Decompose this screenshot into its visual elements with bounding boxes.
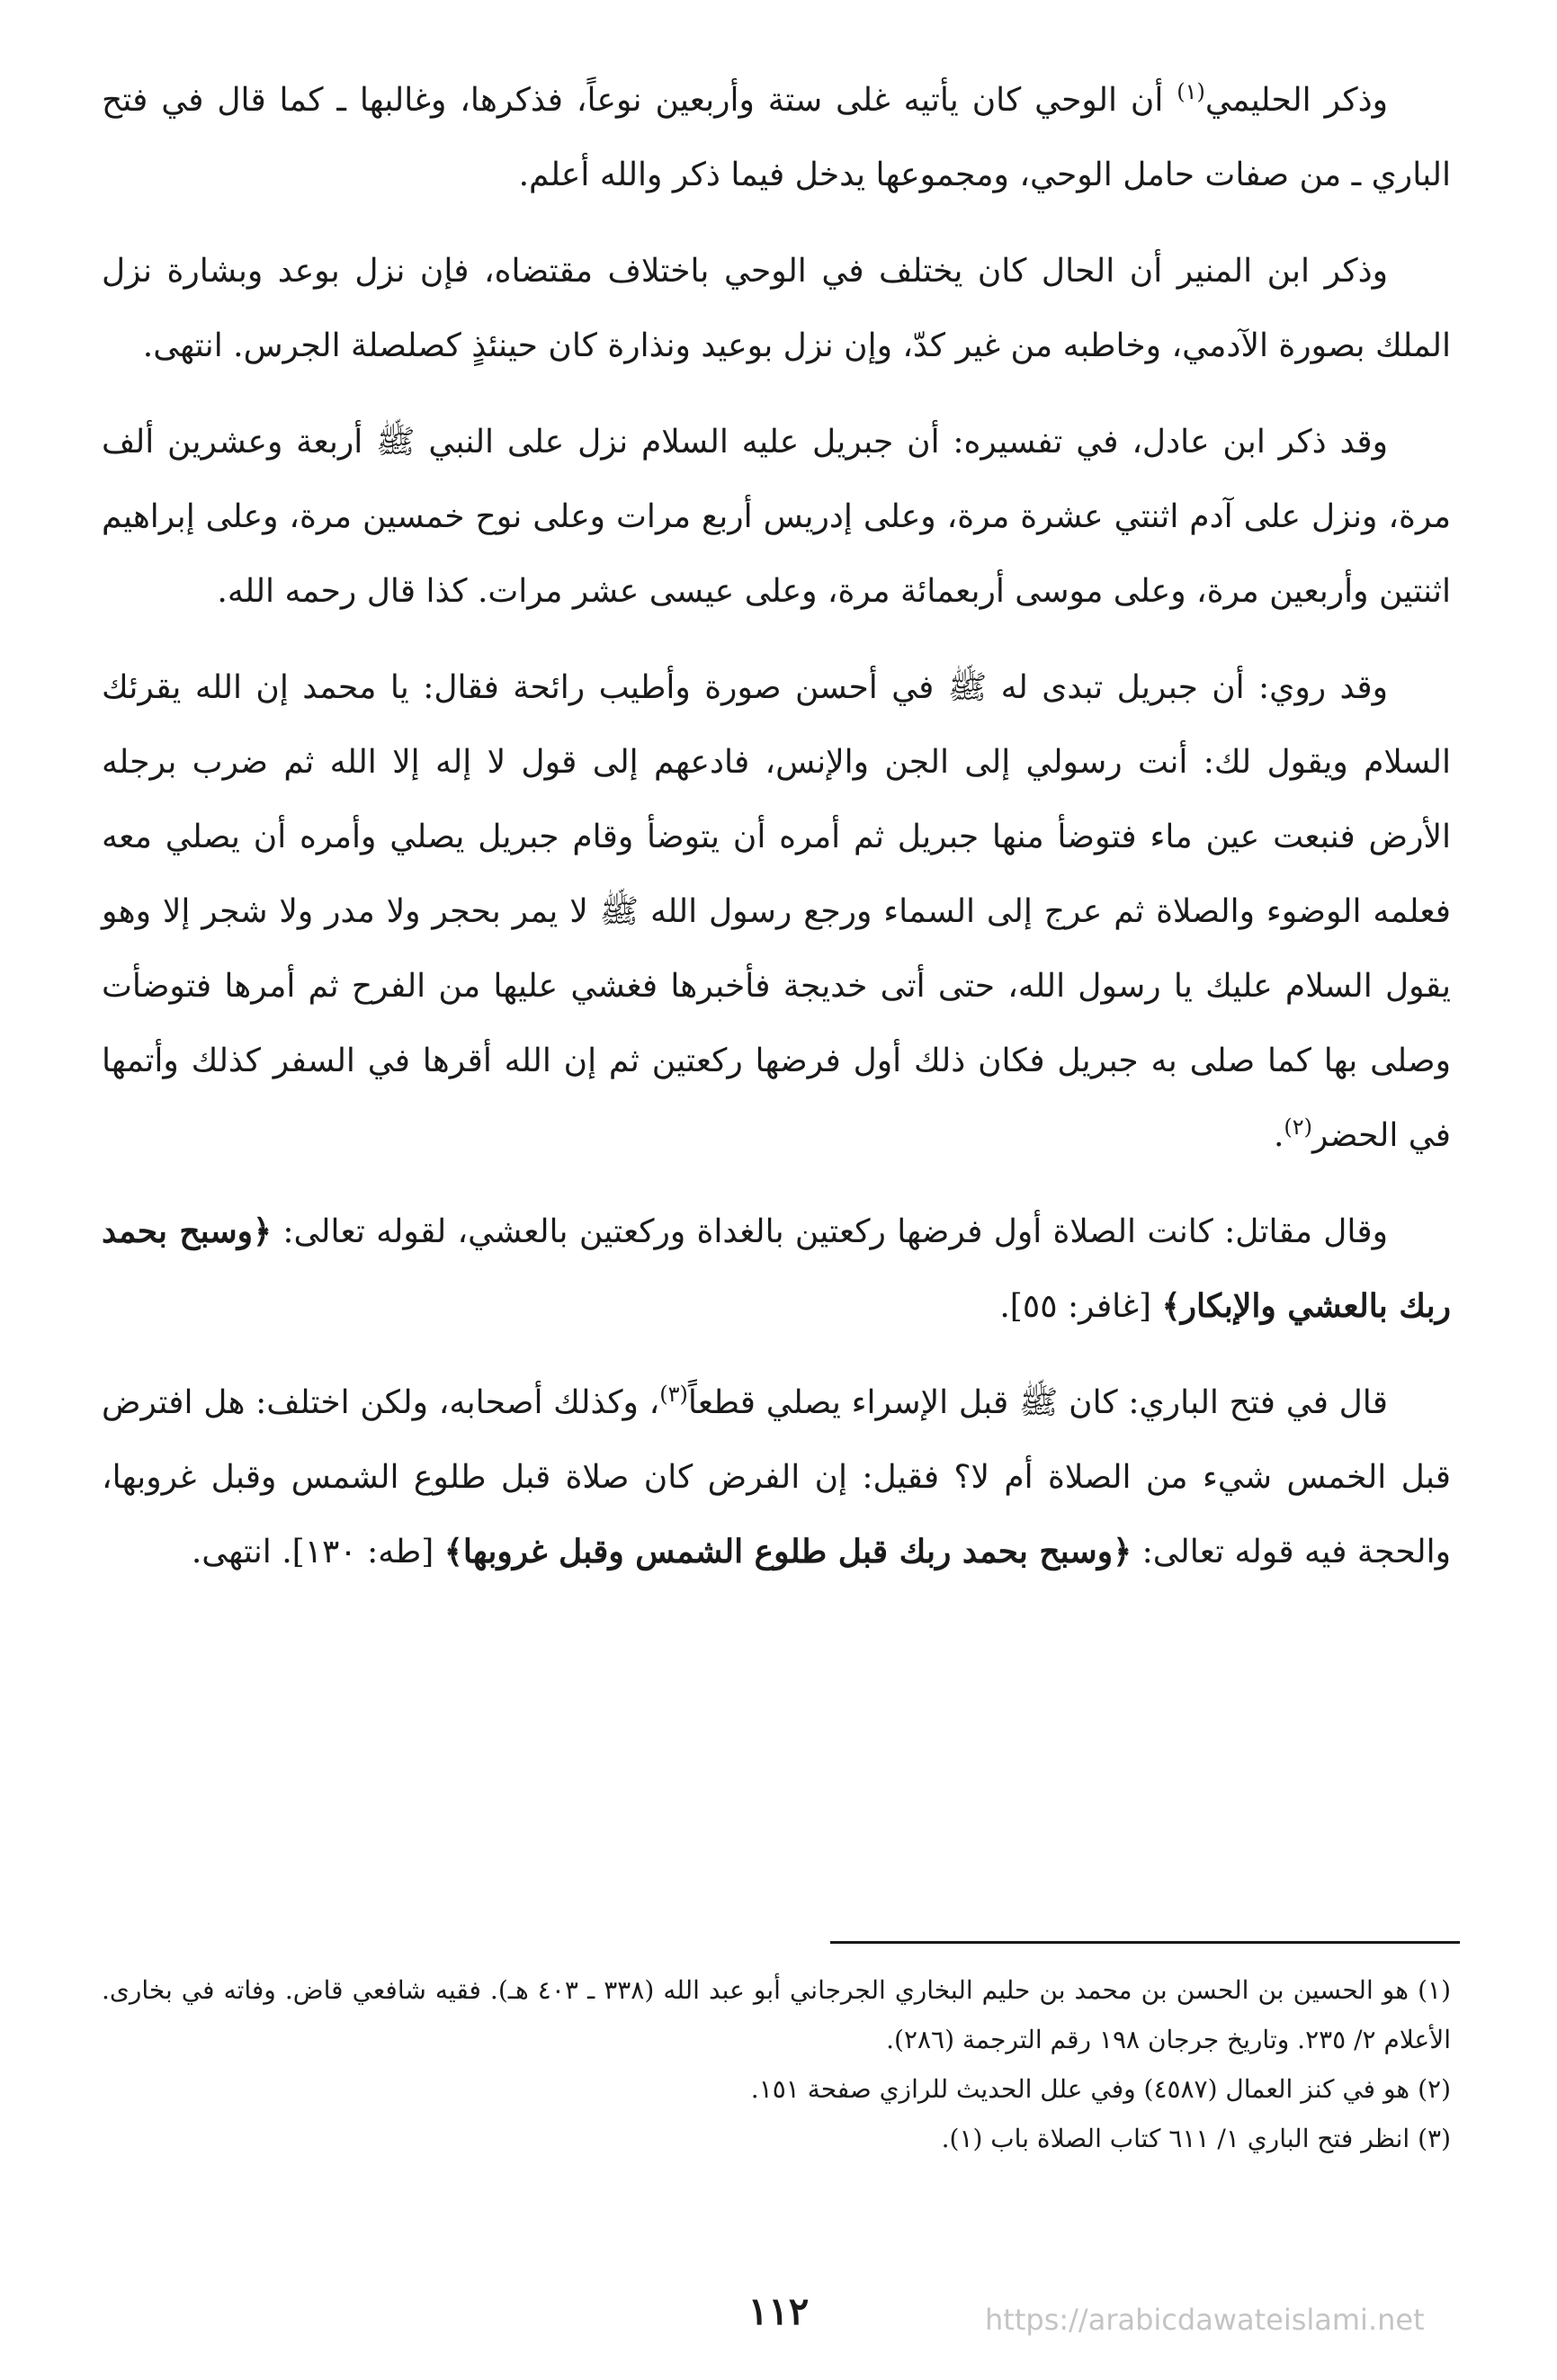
paragraph-6: [102, 1365, 1451, 1589]
page-number: ١١٢: [747, 2289, 810, 2333]
quran-verse-1: ﴿وسبح بحمد ربك بالعشي والإبكار﴾: [102, 1212, 1451, 1325]
footnote-ref-1: (١): [1177, 79, 1205, 104]
quran-verse-2: ﴿وسبح بحمد ربك قبل طلوع الشمس وقبل غروبها﴾: [443, 1533, 1132, 1570]
paragraph-4-text-b: .: [1273, 1117, 1284, 1154]
paragraph-5-text-b: [غافر: ٥٥].: [999, 1288, 1162, 1325]
footnote-2: (٢) هو في كنز العمال (٤٥٨٧) وفي علل الحديث للرازي صفحة ١٥١.: [750, 2074, 1451, 2104]
paragraph-6-text-b: ، وكذلك أصحابه، ولكن اختلف: هل افترض قبل الخمس شيء من الصلاة أم لا؟ فقيل: إن الفرض كان صلاة قبل طلوع الشمس وقبل غروبها، والحجة فيه قوله تعالى:: [102, 1384, 1451, 1570]
paragraph-4-text-a: وقد روي: أن جبريل تبدى له ﷺ في أحسن صورة وأطيب رائحة فقال: يا محمد إن الله يقرئك السلام ويقول لك: أنت رسولي إلى الجن والإنس، فادعهم إلى قول لا إله إلا الله ثم ضرب برجله الأرض فنبعت عين ماء فتوضأ منها جبريل ثم أمره أن يتوضأ وقام جبريل يصلي وأمره أن يصلي معه فعلمه الوضوء والصلاة ثم عرج إلى السماء ورجع رسول الله ﷺ لا يمر بحجر ولا مدر ولا شجر إلا وهو يقول السلام عليك يا رسول الله، حتى أتى خديجة فأخبرها فغشي عليها من الفرح ثم أمرها فتوضأت وصلى بها كما صلى به جبريل فكان ذلك أول فرضها ركعتين ثم إن الله أقرها في السفر كذلك وأتمها في الحضر: [102, 669, 1451, 1154]
paragraph-6-text-c: [طه: ١٣٠]. انتهى.: [191, 1534, 444, 1570]
footnote-3: (٣) انظر فتح الباري ١/ ٦١١ كتاب الصلاة باب (١).: [941, 2124, 1451, 2153]
main-text: [102, 63, 1451, 1611]
paragraph-5-text-a: وقال مقاتل: كانت الصلاة أول فرضها ركعتين بالغداة وركعتين بالعشي، لقوله تعالى:: [272, 1213, 1388, 1250]
footnotes: [102, 1965, 1451, 2163]
footnote-1: (١) هو الحسين بن الحسن بن محمد بن حليم البخاري الجرجاني أبو عبد الله (٣٣٨ ـ ٤٠٣ هـ). فقيه شافعي قاض. وفاته في بخارى. الأعلام ٢/ ٢٣٥. وتاريخ جرجان ١٩٨ رقم الترجمة (٢٨٦).: [102, 1975, 1451, 2054]
watermark-url: https://arabicdawateislami.net: [985, 2303, 1425, 2337]
paragraph-2: وذكر ابن المنير أن الحال كان يختلف في الوحي باختلاف مقتضاه، فإن نزل بوعد وبشارة نزل الملك بصورة الآدمي، وخاطبه من غير كدّ، وإن نزل بوعيد ونذارة كان حينئذٍ كصلصلة الجرس. انتهى.: [102, 253, 1451, 364]
paragraph-1-text-a: وذكر الحليمي: [1204, 82, 1388, 119]
paragraph-3: وقد ذكر ابن عادل، في تفسيره: أن جبريل عليه السلام نزل على النبي ﷺ أربعة وعشرين ألف مرة، ونزل على آدم اثنتي عشرة مرة، وعلى إدريس أربع مرات وعلى نوح خمسين مرة، وعلى إبراهيم اثنتين وأربعين مرة، وعلى موسى أربعمائة مرة، وعلى عيسى عشر مرات. كذا قال رحمه الله.: [102, 424, 1451, 610]
paragraph-1: [102, 63, 1451, 212]
footnote-ref-2: (٢): [1284, 1114, 1313, 1140]
footnote-ref-3: (٣): [659, 1382, 688, 1407]
paragraph-5: [102, 1194, 1451, 1344]
paragraph-1-text-b: أن الوحي كان يأتيه غلى ستة وأربعين نوعاً، فذكرها، وغالبها ـ كما قال في فتح الباري ـ من صفات حامل الوحي، ومجموعها يدخل فيما ذكر والله أعلم.: [102, 82, 1451, 193]
footnote-divider: [830, 1941, 1460, 1944]
paragraph-6-text-a: قال في فتح الباري: كان ﷺ قبل الإسراء يصلي قطعاً: [687, 1384, 1388, 1421]
paragraph-4: [102, 650, 1451, 1173]
